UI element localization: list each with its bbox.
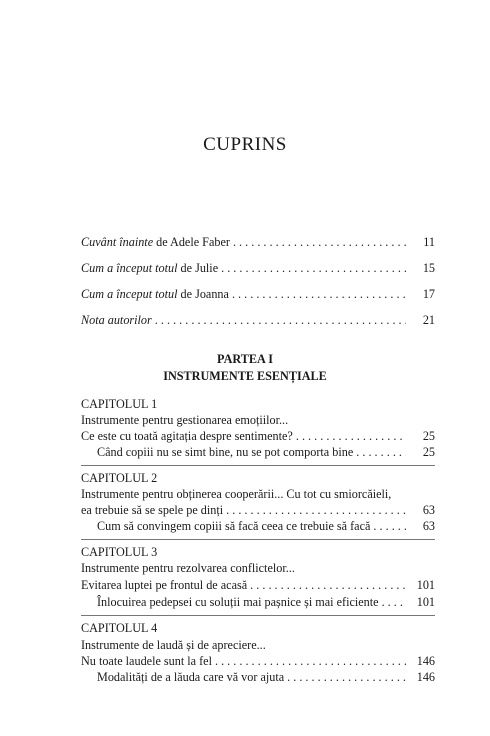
dot-leader (155, 312, 406, 328)
dot-leader (221, 260, 406, 276)
part-label: PARTEA I (217, 352, 273, 366)
page-number: 101 (416, 595, 435, 609)
page-number: 63 (422, 503, 435, 517)
entry-text: de Adele Faber (153, 235, 230, 249)
chapter-label: CAPITOLUL 1 (81, 397, 158, 411)
dot-leader (356, 444, 406, 460)
page-number: 25 (422, 445, 435, 459)
divider (81, 615, 435, 616)
page-title: CUPRINS (203, 134, 287, 155)
entry-text: de Julie (177, 261, 219, 275)
page-number: 11 (423, 235, 435, 249)
page-number: 15 (422, 261, 435, 275)
chapter-title: Instrumente pentru rezolvarea conflictelor... (81, 561, 295, 575)
dot-leader (287, 669, 406, 685)
part-title: INSTRUMENTE ESENȚIALE (163, 369, 327, 383)
entry-italic: Cum a început totul (81, 287, 178, 301)
toc-subentry-chapter-4[interactable] (97, 669, 435, 685)
toc-subentry-chapter-1[interactable] (97, 444, 435, 460)
chapter-title: Instrumente pentru obținerea cooperării... Cu tot cu smiorcăieli, (81, 487, 392, 501)
divider (81, 465, 435, 466)
toc-entry-chapter-2[interactable] (81, 502, 435, 518)
page-number: 101 (416, 578, 435, 592)
entry-text: ea trebuie să se spele pe dinți (81, 503, 224, 517)
dot-leader (250, 577, 406, 593)
dot-leader (382, 594, 406, 610)
page-number: 146 (416, 654, 435, 668)
chapter-title: Instrumente de laudă și de apreciere... (81, 638, 266, 652)
entry-italic: Cuvânt înainte (81, 235, 154, 249)
toc-entry-authors-note[interactable] (81, 312, 435, 328)
page-number: 21 (422, 313, 435, 327)
toc-entry-chapter-3[interactable] (81, 577, 435, 593)
divider (81, 539, 435, 540)
entry-text: Modalități de a lăuda care vă vor ajuta (97, 670, 285, 684)
dot-leader (233, 234, 406, 250)
entry-text: Înlocuirea pedepsei cu soluții mai pașnice și mai eficiente (97, 595, 379, 609)
chapter-title: Instrumente pentru gestionarea emoțiilor... (81, 413, 289, 427)
entry-text: de Joanna (177, 287, 229, 301)
dot-leader (373, 518, 406, 534)
chapter-label: CAPITOLUL 3 (81, 545, 158, 559)
entry-italic: Nota autorilor (81, 313, 152, 327)
toc-entry-chapter-1[interactable] (81, 428, 435, 444)
entry-text: Cum să convingem copiii să facă ceea ce trebuie să facă (97, 519, 371, 533)
chapter-label: CAPITOLUL 4 (81, 621, 158, 635)
page-number: 146 (416, 670, 435, 684)
page-number: 17 (422, 287, 435, 301)
dot-leader (296, 428, 406, 444)
dot-leader (226, 502, 406, 518)
toc-entry-foreword[interactable] (81, 234, 435, 250)
toc-entry-joanna[interactable] (81, 286, 435, 302)
entry-text: Evitarea luptei pe frontul de acasă (81, 578, 248, 592)
entry-text: Când copiii nu se simt bine, nu se pot comporta bine (97, 445, 354, 459)
dot-leader (232, 286, 406, 302)
entry-text: Ce este cu toată agitația despre sentimente? (81, 429, 293, 443)
entry-text: Nu toate laudele sunt la fel (81, 654, 212, 668)
chapter-label: CAPITOLUL 2 (81, 471, 158, 485)
toc-entry-julie[interactable] (81, 260, 435, 276)
dot-leader (215, 653, 406, 669)
entry-italic: Cum a început totul (81, 261, 178, 275)
page-number: 25 (422, 429, 435, 443)
toc-entry-chapter-4[interactable] (81, 653, 435, 669)
toc-subentry-chapter-3[interactable] (97, 594, 435, 610)
page-number: 63 (422, 519, 435, 533)
toc-subentry-chapter-2[interactable] (97, 518, 435, 534)
